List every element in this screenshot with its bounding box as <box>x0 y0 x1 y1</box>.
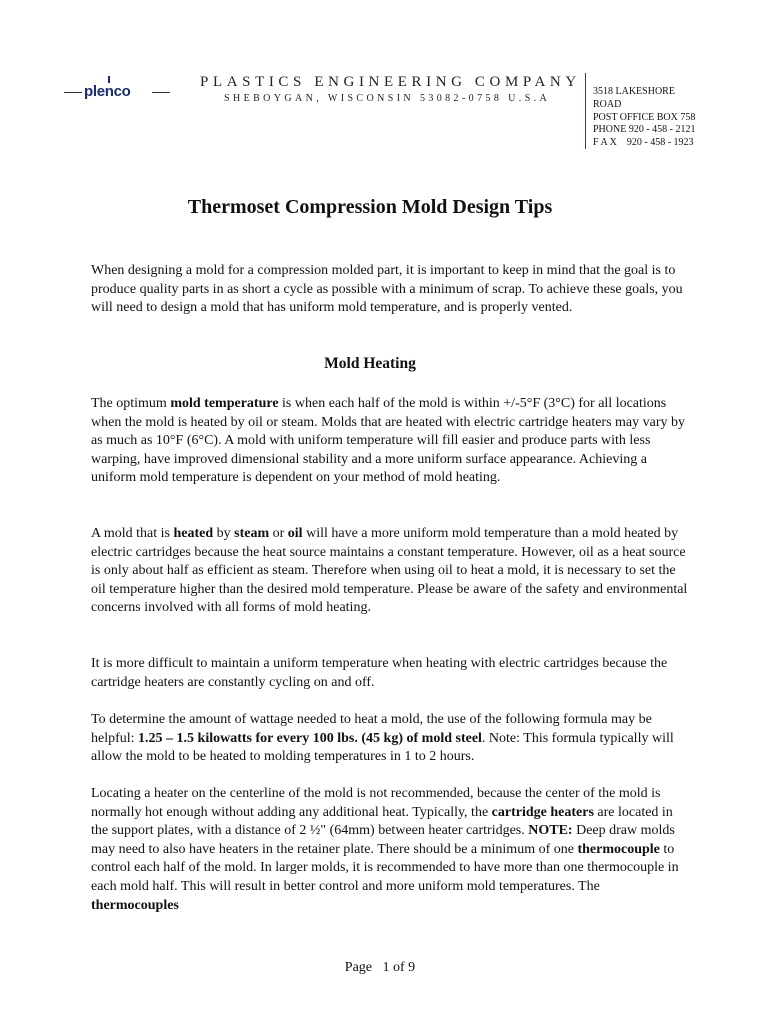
text-run: . Note: This formula typically will allow the mold to be heated to molding temperatures in 1 to 2 hours. <box>91 730 674 765</box>
bold-term: heated <box>173 526 214 541</box>
document-title: Thermoset Compression Mold Design Tips <box>187 196 553 218</box>
bold-term: oil <box>287 526 303 541</box>
text-run: by <box>213 526 235 541</box>
intro-paragraph <box>91 262 691 318</box>
text-run: It is more difficult to maintain a uniform temperature when heating with electric cartridges because the cartridge heaters are constantly cycling on and off. <box>91 656 668 690</box>
intro-text: When designing a mold for a compression molded part, it is important to keep in mind that the goal is to produce quality parts in as short a cycle as possible with a minimum of scrap. To achieve these goals, you will need to design a mold that has uniform mold temperature, and is properly vented. <box>91 263 683 316</box>
paragraph-electric-cartridges <box>91 655 691 692</box>
text-run: Deep draw molds may need to also have heaters in the retainer plate. There should be a minimum of one <box>91 823 675 857</box>
bold-term: thermocouples <box>91 897 179 913</box>
bold-term: cartridge heaters <box>491 804 594 820</box>
section-heading: Mold Heating <box>324 355 416 372</box>
text-run: to control each half of the mold. In larger molds, it is recommended to have more than one thermocouple in each mold half. This will result in better control and more uniform mold temperatures. The <box>91 841 679 894</box>
bold-formula: 1.25 – 1.5 kilowatts for every 100 lbs. (45 kg) of mold steel <box>138 730 482 746</box>
paragraph-heater-location <box>91 785 691 915</box>
company-location: SHEBOYGAN, WISCONSIN 53082-0758 U.S.A <box>224 93 551 104</box>
bold-term: steam <box>234 526 270 541</box>
bold-note: NOTE: <box>528 823 573 839</box>
bold-term: thermocouple <box>577 841 660 857</box>
logo-tick <box>108 76 110 83</box>
plenco-logo <box>64 82 172 104</box>
header-divider <box>585 73 586 149</box>
address-line: F A X 920 - 458 - 1923 <box>593 137 694 149</box>
text-run: are located in the support plates, with a distance of 2 ½" (64mm) between heater cartridges. <box>91 804 673 839</box>
logo-rule-left <box>64 92 82 93</box>
logo-text: plenco <box>84 83 131 100</box>
text-run: The optimum <box>91 396 171 411</box>
logo-rule-right <box>152 92 170 93</box>
paragraph-mold-temperature <box>91 395 691 488</box>
company-address <box>593 86 696 150</box>
address-line: 3518 LAKESHORE <box>593 86 675 97</box>
address-line: PHONE 920 - 458 - 2121 <box>593 124 696 136</box>
address-line: POST OFFICE BOX 758 <box>593 111 696 123</box>
company-name: PLASTICS ENGINEERING COMPANY <box>200 74 581 90</box>
text-run: will have a more uniform mold temperature than a mold heated by electric cartridges because the heat source maintains a constant temperature. However, oil as a heat source is only about half as efficient as steam. Therefore when using oil to heat a mold, it is necessary to set the oil temperature higher than the desired mold temperature. Please be aware of the safety and environmental concerns involved with all forms of mold heating. <box>91 526 688 616</box>
text-run: A mold that is <box>91 526 174 541</box>
text-run: or <box>269 526 288 541</box>
text-run: To determine the amount of wattage needed to heat a mold, the use of the following formula may be helpful: <box>91 712 652 746</box>
address-line: ROAD <box>593 98 622 110</box>
paragraph-wattage-formula <box>91 711 691 767</box>
page-number: Page 1 of 9 <box>344 960 416 975</box>
text-run: Locating a heater on the centerline of the mold is not recommended, because the center of the mold is normally hot enough without adding any additional heat. Typically, the <box>91 786 661 820</box>
text-run: is when each half of the mold is within +/-5°F (3°C) for all locations when the mold is heated by oil or steam. Molds that are heated with electric cartridge heaters may vary by as much as 10°F (6°C). A mold with uniform temperature will fill easier and produce parts with less warping, have improved dimensional stability and a more uniform surface appearance. Achieving a uniform mold temperature is dependent on your method of mold heating. <box>91 396 686 486</box>
bold-term: mold temperature <box>170 396 279 411</box>
paragraph-steam-oil <box>91 525 691 618</box>
